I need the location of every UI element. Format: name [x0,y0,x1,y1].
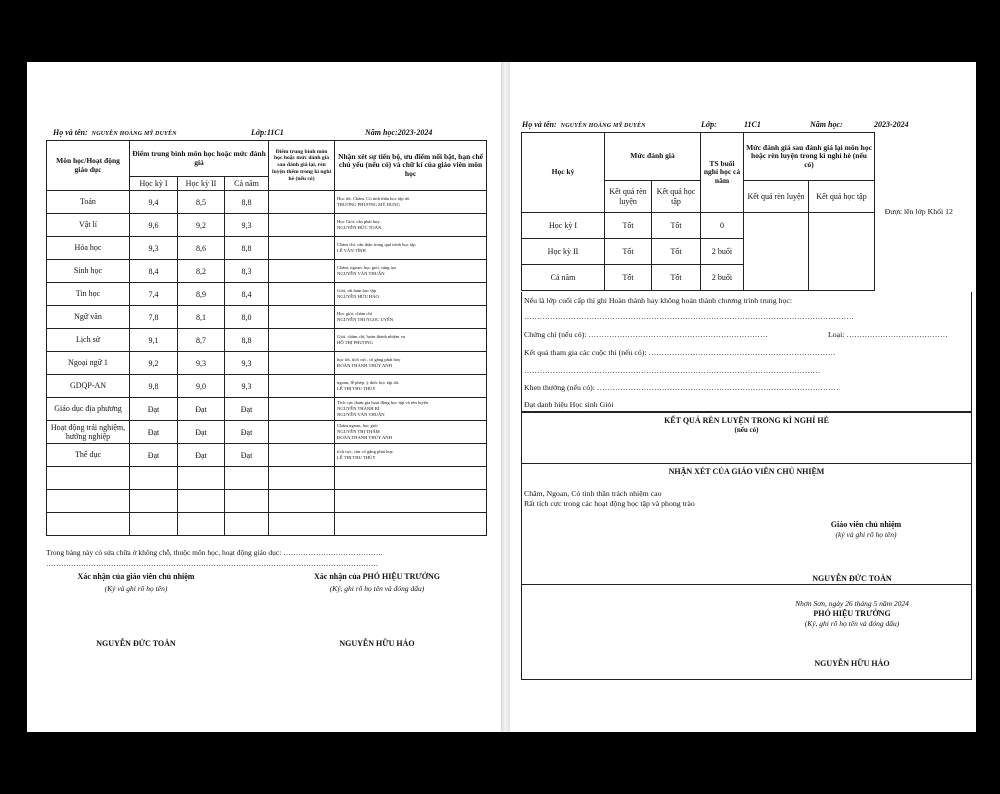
right-header-year [810,120,843,129]
left-header-name [53,128,177,137]
year-cell: 9,3 [225,375,269,398]
empty-cell [225,513,269,536]
table-row [47,352,487,375]
teacher-name: NGUYỄN VĂN THUẬN [337,411,385,417]
hk2-cell: 9,3 [178,352,225,375]
class-value: 11C1 [266,128,284,137]
teacher-name: LÊ THỊ THU THỦY [337,386,376,391]
remark-text: Chăm, ngoan, học giỏi, sáng tạo [337,265,397,271]
hk1-cell: 9,8 [130,375,178,398]
absent-cell: 2 buổi [701,239,744,265]
table-row [47,421,487,444]
teacher-name: ĐOÀN THANH THỦY ANH [337,363,392,368]
book-gutter [501,62,510,732]
principal-title: PHÓ HIỆU TRƯỞNG [813,609,891,618]
empty-cell [47,513,130,536]
reeval-study-cell [809,213,875,291]
right-header-name [522,120,646,129]
empty-cell [335,490,487,513]
teacher-name: NGUYỄN ĐỨC TOÀN [337,225,382,230]
empty-cell [130,490,178,513]
year-cell: 8,0 [225,306,269,329]
certificate-line: Chứng chỉ (nếu có): …………………………………………………………… [524,330,768,339]
study-cell: Tốt [652,239,701,265]
sub-reeval-conduct: Kết quả rèn luyện [744,181,809,213]
retest-cell [269,306,335,329]
right-header-year-value: 2023-2024 [874,120,909,129]
retest-cell [269,398,335,421]
empty-cell [335,467,487,490]
hk2-cell: 8,9 [178,283,225,306]
hk2-cell: 8,5 [178,191,225,214]
empty-row [47,490,487,513]
remark-cell [335,283,487,306]
award-line: Khen thưởng (nếu có): ………………………………………………………………………………… [524,383,839,392]
teacher-name: LÊ THỊ THU THỦY [337,455,376,460]
subject-cell: GDQP-AN [47,375,130,398]
empty-cell [47,490,130,513]
remark-text: Chăm chỉ, cẩn thận trong quá trình học tập [337,242,416,248]
right-page [510,62,976,732]
dots-line-1: ………………………………………………………………………………………………………………. [524,312,854,321]
sub-reeval-study: Kết quả học tập [809,181,875,213]
sig-right-sub: (Ký, ghi rõ họ tên và đóng dấu) [329,584,425,593]
left-page [27,62,501,732]
remark-cell [335,329,487,352]
year-cell: Đạt [225,421,269,444]
year-cell: Đạt [225,444,269,467]
hk2-cell: Đạt [178,398,225,421]
empty-cell [178,467,225,490]
year-cell: 8,4 [225,283,269,306]
title-award-line: Đạt danh hiệu Học sinh Giỏi [524,400,614,409]
right-header-class [701,120,717,129]
empty-cell [335,513,487,536]
name-value: NGUYỄN HOÀNG MỸ DUYÊN [91,131,177,137]
name-value: NGUYỄN HOÀNG MỸ DUYÊN [560,123,646,129]
homeroom-sig-sub: (ký và ghi rõ họ tên) [835,530,897,539]
principal-sub: (Ký, ghi rõ họ tên và đóng dấu) [804,619,900,628]
hk1-cell: 9,1 [130,329,178,352]
remark-cell [335,237,487,260]
remark-text: ngoan, lễ phép, ý thức học tập tốt. [337,380,400,386]
sig-left-name: NGUYỄN ĐỨC TOÀN [96,639,176,648]
year-cell: 8,8 [225,191,269,214]
homeroom-box [521,463,972,585]
teacher-name: TRƯƠNG PHƯƠNG MỸ DUNG [337,202,400,207]
principal-box [521,584,972,680]
remark-cell [335,306,487,329]
remark-cell [335,444,487,467]
right-header-class-value: 11C1 [744,120,761,129]
empty-row [47,513,487,536]
teacher-name: HỒ THỊ PHƯỢNG [337,340,373,345]
retest-cell [269,421,335,444]
summer-box [521,412,972,464]
table-row [47,375,487,398]
hk1-cell: 9,3 [130,237,178,260]
promotion-result: Được lên lớp Khối 12 [875,133,963,291]
retest-cell [269,191,335,214]
term-cell: Học kỳ I [522,213,605,239]
dots-line-2: …………………………………………………………………………………………………… [524,366,821,375]
retest-cell [269,283,335,306]
principal-date: Nhơn Sơn, ngày 26 tháng 5 năm 2024 [795,599,909,608]
year-cell: 8,8 [225,237,269,260]
teacher-name: NGUYỄN VĂN THUẬN [337,271,385,276]
sig-left-title: Xác nhận của giáo viên chủ nhiệm [77,572,195,581]
hk1-cell: 7,8 [130,306,178,329]
subject-cell: Sinh học [47,260,130,283]
hk2-cell: 8,7 [178,329,225,352]
class-label: Lớp: [251,128,267,137]
absent-cell: 2 buổi [701,265,744,291]
remark-text: Học Giỏi, cần phát huy [337,219,380,225]
subject-cell: Tin học [47,283,130,306]
sig-right-name: NGUYỄN HỮU HẢO [339,639,415,648]
retest-cell [269,214,335,237]
col-absent-header: TS buổi nghỉ học cả năm [701,133,744,213]
teacher-name: NGUYỄN THỊ THẮM [337,429,380,435]
remark-cell [335,375,487,398]
retest-cell [269,444,335,467]
hk2-cell: 9,2 [178,214,225,237]
remark-text: Tích cực tham gia hoạt động học tập và rèn luyện [337,400,429,406]
subject-cell: Toán [47,191,130,214]
study-cell: Tốt [652,265,701,291]
teacher-name: NGUYỄN THỊ NGỌC UYÊN [337,317,394,322]
subject-cell: Lịch sử [47,329,130,352]
principal-name: NGUYỄN HỮU HẢO [814,659,890,668]
class-label: Lớp: [701,120,717,129]
table-row [47,191,487,214]
sub-study: Kết quả học tập [652,181,701,213]
sub-conduct: Kết quả rèn luyện [605,181,652,213]
year-label: Năm học: [810,120,843,129]
hk1-cell: 7,4 [130,283,178,306]
name-label: Họ và tên: [522,120,557,129]
empty-cell [225,490,269,513]
table-row [47,214,487,237]
study-cell: Tốt [652,213,701,239]
empty-cell [225,467,269,490]
grade-rows [47,191,487,536]
hk2-cell: Đạt [178,444,225,467]
sub-year: Cả năm [225,177,269,191]
year-cell: 9,3 [225,352,269,375]
retest-cell [269,260,335,283]
remark-text: học tốt, tích cực, cố gắng phát huy [337,357,401,363]
hk2-cell: 8,1 [178,306,225,329]
sig-right-title: Xác nhận của PHÓ HIỆU TRƯỞNG [313,572,440,581]
subject-cell: Hoạt động trải nghiệm, hướng nghiệp [47,421,130,444]
col-reeval-header: Mức đánh giá sau đánh giá lại môn học hoặc rèn luyện trong kì nghỉ hè (nếu có) [744,133,875,181]
reeval-conduct-cell [744,213,809,291]
remark-cell [335,191,487,214]
hk1-cell: Đạt [130,398,178,421]
teacher-name: LÊ VĂN TÍNH [337,248,366,253]
grades-table [46,140,487,536]
remark-text: Học giỏi, chăm chỉ [337,311,372,317]
empty-cell [269,513,335,536]
col-eval-header: Mức đánh giá [605,133,701,181]
info-box [521,292,972,412]
col-avg-header: Điểm trung bình môn học hoặc mức đánh giá [130,141,269,177]
subject-cell: Hóa học [47,237,130,260]
subject-cell: Ngữ văn [47,306,130,329]
subject-cell: Giáo dục địa phương [47,398,130,421]
teacher-name: NGUYỄN HỮU HẢO [337,294,379,299]
retest-cell [269,375,335,398]
left-header-class [251,128,284,137]
summer-title: KẾT QUẢ RÈN LUYỆN TRONG KÌ NGHỈ HÈ [664,416,829,425]
correction-line: ……………………………………………………………………………………………………………………. [46,559,378,568]
conduct-cell: Tốt [605,213,652,239]
sub-hk1: Học kỳ I [130,177,178,191]
hk1-cell: 8,4 [130,260,178,283]
table-row [47,329,487,352]
empty-cell [130,513,178,536]
col-subject-header: Môn học/Hoạt động giáo dục [47,141,130,191]
year-cell: 8,8 [225,329,269,352]
certificate-type: Loại: ………………………………… [828,330,948,339]
table-row [47,237,487,260]
remark-text: tích cực, cần cố gắng phát huy. [337,449,394,455]
hk1-cell: Đạt [130,444,178,467]
teacher-name: ĐOÀN THANH THỦY ANH [337,434,392,440]
year-cell: 8,3 [225,260,269,283]
year-value: 2023-2024 [397,128,433,137]
empty-cell [269,490,335,513]
empty-cell [269,467,335,490]
retest-cell [269,237,335,260]
hk1-cell: 9,2 [130,352,178,375]
correction-note: Trong bảng này có sửa chữa ở không chỗ, thuộc môn học, hoạt động giáo dục: …………………………………. [46,548,383,557]
subject-cell: Thể dục [47,444,130,467]
homeroom-sig-name: NGUYỄN ĐỨC TOÀN [812,574,892,583]
hk2-cell: 9,0 [178,375,225,398]
name-label: Họ và tên: [53,128,88,137]
col-retest-header: Điểm trung bình môn học hoặc mức đánh giá sau đánh giá lại, rèn luyện thêm trong kì nghỉ hè (nếu có) [269,141,335,191]
empty-cell [178,513,225,536]
homeroom-sig-title: Giáo viên chủ nhiệm [830,520,902,529]
remark-text: Giỏi, rất ham học tập [337,288,376,294]
remark-text: Chăm ngoan, học giỏi [337,423,378,429]
homeroom-line-2: Rất tích cực trong các hoạt động học tập và phong trào [524,499,695,508]
remark-cell [335,352,487,375]
summer-sub: (nếu có) [734,426,759,434]
remark-cell [335,214,487,237]
empty-cell [178,490,225,513]
remark-text: Học tốt. Chăm. Có tinh thần học tập tốt [337,196,410,202]
year-label: Năm học: [365,128,398,137]
sig-left-sub: (Ký và ghi rõ họ tên) [104,584,168,593]
table-row [47,444,487,467]
year-cell: Đạt [225,398,269,421]
empty-row [47,467,487,490]
term-cell: Học kỳ II [522,239,605,265]
conduct-cell: Tốt [605,265,652,291]
remark-text: Giỏi, chăm chỉ, hoàn thành nhiệm vụ [337,334,406,340]
table-row [47,260,487,283]
hk1-cell: 9,6 [130,214,178,237]
hk2-cell: 8,6 [178,237,225,260]
col-term-header: Học kỳ [522,133,605,213]
teacher-name: NGUYỄN THÀNH BÌ [337,406,380,412]
retest-cell [269,352,335,375]
conduct-cell: Tốt [605,239,652,265]
retest-cell [269,329,335,352]
absent-cell: 0 [701,213,744,239]
empty-cell [47,467,130,490]
table-row [47,283,487,306]
hk1-cell: 9,4 [130,191,178,214]
term-cell: Cả năm [522,265,605,291]
table-row [47,306,487,329]
remark-cell [335,398,487,421]
subject-cell: Vật lí [47,214,130,237]
subject-cell: Ngoại ngữ 1 [47,352,130,375]
hk2-cell: Đạt [178,421,225,444]
homeroom-line-1: Chăm, Ngoan, Có tinh thần trách nhiệm cao [524,489,662,498]
empty-cell [130,467,178,490]
table-row [47,398,487,421]
hk1-cell: Đạt [130,421,178,444]
conduct-table [521,132,963,291]
remark-cell [335,421,487,444]
year-cell: 9,3 [225,214,269,237]
final-year-line: Nếu là lớp cuối cấp thì ghi Hoàn thành hay không hoàn thành chương trình trung học: [524,296,792,305]
contest-line: Kết quả tham gia các cuộc thi (nếu có): ……………………………………………………………… [524,348,836,357]
col-remark-header: Nhận xét sự tiến bộ, ưu điểm nổi bật, hạn chế chủ yếu (nếu có) và chữ kí của giáo viên môn học [335,141,487,191]
remark-cell [335,260,487,283]
homeroom-title: NHẬN XÉT CỦA GIÁO VIÊN CHỦ NHIỆM [668,467,825,476]
hk2-cell: 8,2 [178,260,225,283]
sub-hk2: Học kỳ II [178,177,225,191]
left-header-year [365,128,432,137]
